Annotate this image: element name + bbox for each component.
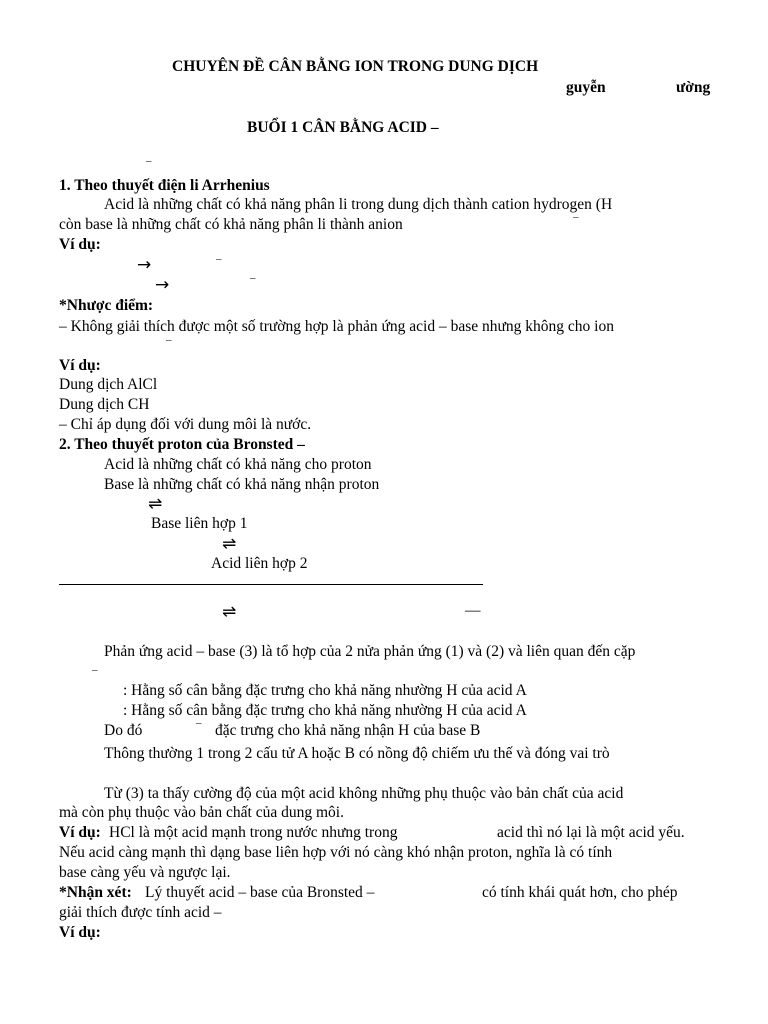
reaction-arrow: → bbox=[155, 275, 170, 295]
conjugate-base-label: Base liên hợp 1 bbox=[151, 515, 248, 532]
reaction-arrow: → bbox=[137, 255, 152, 275]
equilibrium-arrow: ⇌ bbox=[222, 534, 237, 554]
example-text-2: acid thì nó lại là một acid yếu. bbox=[497, 824, 685, 841]
strength-line-1: Từ (3) ta thấy cường độ của một acid không những phụ thuộc vào bản chất của acid bbox=[104, 785, 624, 802]
section2-base-def: Base là những chất có khả năng nhận proton bbox=[104, 476, 380, 493]
example-text-1: HCl là một acid mạnh trong nước nhưng trong bbox=[109, 824, 398, 841]
example-label-4: Ví dụ: bbox=[59, 924, 101, 941]
stronger-line-1: Nếu acid càng mạnh thì dạng base liên hợp với nó càng khó nhận proton, nghĩa là có tính bbox=[59, 844, 613, 861]
minus-sign: – bbox=[146, 155, 152, 167]
strength-line-2: mà còn phụ thuộc vào bản chất của dung môi. bbox=[59, 804, 344, 821]
section1-acid-def: Acid là những chất có khả năng phân li trong dung dịch thành cation hydrogen (H bbox=[104, 196, 613, 213]
author-fragment-1: guyễn bbox=[566, 79, 606, 96]
equilibrium-arrow: ⇌ bbox=[148, 494, 163, 514]
lesson-title: BUỔI 1 CÂN BẰNG ACID – bbox=[247, 119, 439, 136]
weakness-2: – Chỉ áp dụng đối với dung môi là nước. bbox=[59, 416, 312, 433]
remark-text-3: giải thích được tính acid – bbox=[59, 904, 222, 921]
document-title: CHUYÊN ĐỀ CÂN BẰNG ION TRONG DUNG DỊCH bbox=[172, 58, 539, 75]
weakness-1: – Không giải thích được một số trường hợp là phản ứng acid – base nhưng không cho ion bbox=[59, 318, 614, 335]
author-fragment-2: ường bbox=[676, 79, 711, 96]
minus-sign: – bbox=[196, 717, 202, 729]
do-do-label: Do đó bbox=[104, 722, 143, 739]
remark-label: *Nhận xét: bbox=[59, 884, 132, 901]
remark-text-2: có tính khái quát hơn, cho phép bbox=[482, 884, 678, 901]
example-alcl: Dung dịch AlCl bbox=[59, 376, 158, 393]
minus-sign: – bbox=[92, 664, 98, 676]
example-label-3: Ví dụ: bbox=[59, 824, 101, 841]
k2-text: : Hằng số cân bằng đặc trưng cho khả năng nhường H của acid A bbox=[123, 702, 527, 719]
k1-text: : Hằng số cân bằng đặc trưng cho khả năng nhường H của acid A bbox=[123, 682, 527, 699]
reaction-text: Phản ứng acid – base (3) là tổ hợp của 2 nửa phản ứng (1) và (2) và liên quan đến cặp bbox=[104, 643, 636, 660]
long-dash: — bbox=[465, 602, 481, 619]
minus-sign: – bbox=[216, 253, 222, 265]
minus-sign: – bbox=[250, 272, 256, 284]
section2-heading: 2. Theo thuyết proton của Bronsted – bbox=[59, 436, 305, 453]
weakness-label: *Nhược điểm: bbox=[59, 297, 154, 314]
minus-sign: – bbox=[166, 334, 172, 346]
minus-sign: – bbox=[573, 211, 579, 223]
equilibrium-arrow: ⇌ bbox=[222, 602, 237, 622]
section2-acid-def: Acid là những chất có khả năng cho proton bbox=[104, 456, 372, 473]
usually-text: Thông thường 1 trong 2 cấu tử A hoặc B có nồng độ chiếm ưu thế và đóng vai trò bbox=[104, 745, 610, 762]
conjugate-acid-label: Acid liên hợp 2 bbox=[211, 555, 308, 572]
section1-base-def: còn base là những chất có khả năng phân li thành anion bbox=[59, 216, 403, 233]
do-do-text: đặc trưng cho khả năng nhận H của base B bbox=[215, 722, 481, 739]
example-label-2: Ví dụ: bbox=[59, 357, 101, 374]
remark-text-1: Lý thuyết acid – base của Bronsted – bbox=[145, 884, 375, 901]
stronger-line-2: base càng yếu và ngược lại. bbox=[59, 864, 231, 881]
section1-heading: 1. Theo thuyết điện li Arrhenius bbox=[59, 177, 270, 194]
horizontal-rule bbox=[59, 584, 483, 585]
example-label: Ví dụ: bbox=[59, 236, 101, 253]
example-ch: Dung dịch CH bbox=[59, 396, 150, 413]
